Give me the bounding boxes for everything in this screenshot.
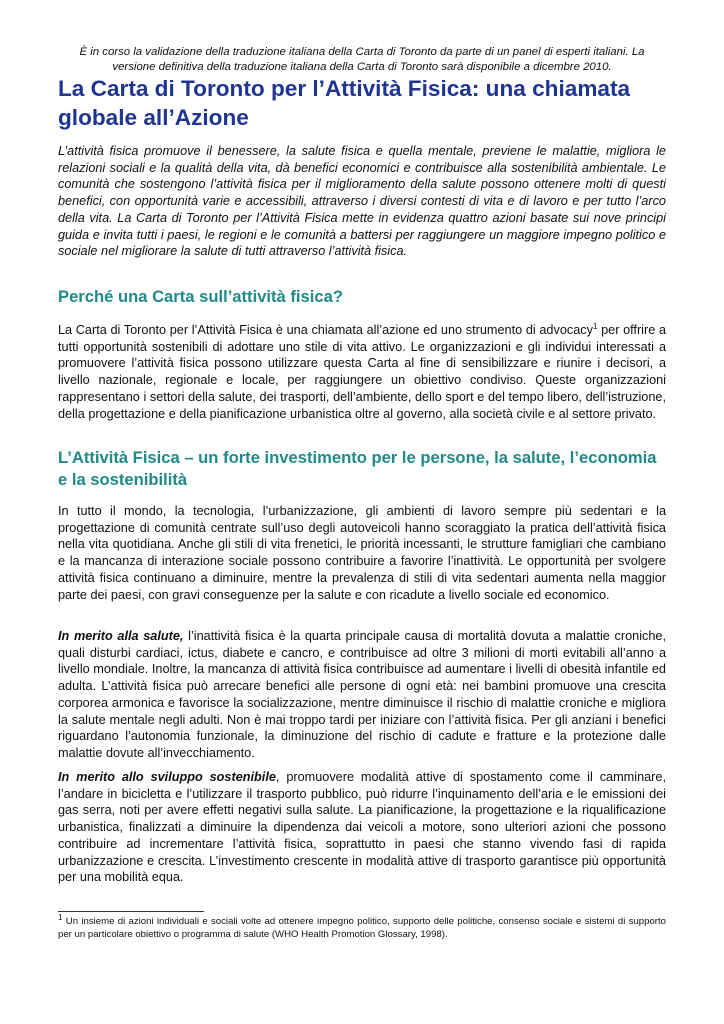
page-title: La Carta di Toronto per l’Attività Fisica: una chiamata globale all’Azione	[58, 76, 631, 130]
investment-paragraph-sustainability	[58, 769, 666, 886]
paragraph-lead-health: In merito alla salute,	[58, 629, 184, 643]
footnote	[58, 912, 666, 941]
paragraph-text: l’inattività fisica è la quarta principale causa di mortalità dovuta a malattie croniche, quali disturbi cardiaci, ictus, diabete e cancro, e contribuisce ad oltre 3 milioni di morti evitabili all’anno a livello mondiale. Inoltre, la mancanza di attività fisica contribuisce ad aumentare i livelli di obesità infantile ed adulta. L’attività fisica può arrecare benefici alle persone di ogni età: nei bambini promuove una crescita corporea armonica e favorisce la socializzazione, mentre diminuisce il rischio di malattie croniche e migliora la salute mentale negli adulti. Non è mai troppo tardi per iniziare con l’attività fisica. Per gli anziani i benefici riguardano l’autonomia funzionale, la diminuzione del rischio di cadute e fratture e la protezione dalle malattie dovute all’invecchiamento.	[58, 629, 667, 760]
paragraph-text: per offrire a tutti opportunità sostenibili di adottare uno stile di vita attivo. Le organizzazioni e gli individui interessati a promuovere l’attività fisica possono utilizzare questa Carta al fine di sensibilizzare e riunire i decisori, a livello nazionale, regionale e locale, per raggiungere un obiettivo condiviso. Queste organizzazioni rappresentano i settori della salute, dei trasporti, dell’ambiente, dello sport e del tempo libero, dell’istruzione, della progettazione e della pianificazione urbanistica oltre al governo, alla società civile e al settore privato.	[58, 323, 666, 421]
section-heading-why-charter: Perché una Carta sull’attività fisica?	[58, 287, 343, 306]
paragraph-lead-sustainability: In merito allo sviluppo sostenibile	[58, 770, 276, 784]
investment-paragraph-worldwide: In tutto il mondo, la tecnologia, l’urbanizzazione, gli ambienti di lavoro sempre più sedentari e la progettazione di comunità centrate sull’uso degli autoveicoli hanno scoraggiato la pratica dell’attività fisica nella vita quotidiana. Anche gli stili di vita frenetici, le priorità incessanti, le strutture famigliari che cambiano e la mancanza di interazione sociale possono contribuire a favorire l’inattività. Le opportunità per svolgere attività fisica continuano a diminuire, mentre la prevalenza di stili di vita sedentari aumenta nella maggior parte dei paesi, con gravi conseguenze per la salute e con ricadute a livello sociale ed economico.	[58, 504, 666, 602]
footnote-reference[interactable]: 1	[592, 321, 598, 331]
section-why-charter-paragraph	[58, 322, 666, 422]
footnote-divider	[58, 911, 204, 912]
investment-paragraph-health	[58, 628, 666, 762]
section-heading-investment: L’Attività Fisica – un forte investimento per le persone, la salute, l’economia e la sostenibilità	[58, 448, 657, 489]
paragraph-text: , promuovere modalità attive di spostamento come il camminare, l’andare in bicicletta e l’utilizzare il trasporto pubblico, può ridurre l’inquinamento dell’aria e le emissioni dei gas serra, noti per avere effetti negativi sulla salute. La pianificazione, la progettazione e la riqualificazione urbanistica, finalizzati a diminuire la dipendenza dai veicoli a motore, sono ulteriori azioni che possono contribuire ad incrementare l’attività fisica, soprattutto in paesi che stanno vivendo fasi di rapida urbanizzazione e crescita. L’investimento crescente in modalità attive di trasporto garantisce più opportunità per una mobilità equa.	[58, 770, 666, 885]
translation-notice: È in corso la validazione della traduzione italiana della Carta di Toronto da parte di un panel di esperti italiani. La versione definitiva della traduzione italiana della Carta di Toronto sarà disponibile a dicembre 2010.	[79, 46, 645, 74]
paragraph-text: La Carta di Toronto per l’Attività Fisica è una chiamata all’azione ed uno strumento di advocacy	[58, 323, 593, 337]
intro-paragraph: L’attività fisica promuove il benessere, la salute fisica e quella mentale, previene le malattie, migliora le relazioni sociali e la qualità della vita, dà benefici economici e contribuisce alla sostenibilità ambientale. Le comunità che sostengono l’attività fisica per il miglioramento della salute possono ottenere molti di questi benefici, con opportunità varie e accessibili, attraverso i diversi contesti di vita e di lavoro e per tutto l’arco della vita. La Carta di Toronto per l’Attività Fisica mette in evidenza quattro azioni basate sui nove principi guida e invita tutti i paesi, le regioni e le comunità a battersi per raggiungere un maggiore impegno politico e sociale nel migliorare la salute di tutti attraverso l’attività fisica.	[58, 144, 666, 259]
footnote-number: 1	[58, 912, 63, 922]
footnote-text: Un insieme di azioni individuali e sociali volte ad ottenere impegno politico, supporto delle politiche, consenso sociale e sistemi di supporto per un particolare obiettivo o programma di salute (WHO Health Promotion Glossary, 1998).	[58, 916, 666, 940]
